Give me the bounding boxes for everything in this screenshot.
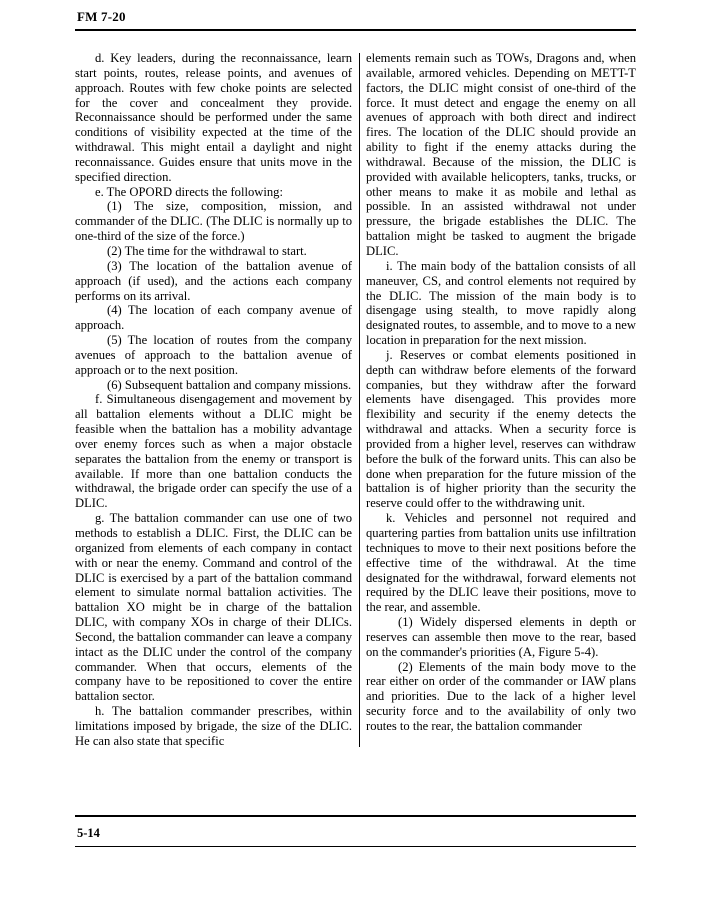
paragraph-i: i. The main body of the battalion consists of all maneuver, CS, and control elements not required by the DLIC. The mission of the main body is to disengage using stealth, to move rapidly along designated routes, to assemble, and to move to a new location in preparation for the next mission.	[366, 258, 636, 348]
page-header	[75, 8, 636, 31]
paragraph-d: d. Key leaders, during the reconnaissance, learn start points, routes, release points, and avenues of approach. Routes with few choke points are selected for the cover and concealment they provide. Reconnaissance should be performed under the same conditions of visibility expected at the time of the withdrawal. This might entail a daylight and night reconnaissance. Guides ensure that units move in the specified direction.	[75, 51, 352, 184]
page-footer	[75, 815, 636, 847]
subparagraph-e4: (4) The location of each company avenue of approach.	[75, 303, 352, 333]
page-number: 5-14	[77, 825, 100, 840]
footer-rule-top	[75, 815, 636, 817]
subparagraph-e3: (3) The location of the battalion avenue of approach (if used), and the actions each company performs on its arrival.	[75, 258, 352, 303]
paragraph-g: g. The battalion commander can use one of two methods to establish a DLIC. First, the DLIC can be organized from elements of each company in contact with or near the enemy. Command and control of the DLIC is exercised by a part of the battalion command element to simulate normal battalion activities. The battalion XO might be in charge of the battalion DLIC, with company XOs in charge of their DLICs. Second, the battalion commander can leave a company intact as the DLIC under the control of the company commander. When that occurs, elements of the company have to be repositioned to cover the entire battalion sector.	[75, 511, 352, 704]
paragraph-k: k. Vehicles and personnel not required and quartering parties from battalion units use infiltration techniques to move to their next positions before the effective time of the withdrawal. At the time designated for the withdrawal, forward elements not required by the DLIC leave their positions, move to the rear, and assemble.	[366, 511, 636, 615]
paragraph-j: j. Reserves or combat elements positioned in depth can withdraw before elements of the forward companies, but they withdraw after the forward elements have disengaged. This provides more flexibility and security if the enemy detects the withdrawal and attacks. When a security force is provided from a higher level, reserves can withdraw before the bulk of the forward units. This can also be done when preparation for the future mission of the battalion is of higher priority than the security the reserve could offer to the withdrawing unit.	[366, 347, 636, 511]
text-columns	[75, 51, 636, 749]
subparagraph-e2: (2) The time for the withdrawal to start.	[107, 243, 307, 258]
subparagraph-e1: (1) The size, composition, mission, and commander of the DLIC. (The DLIC is normally up to one-third of the size of the force.)	[75, 199, 352, 244]
subparagraph-k2: (2) Elements of the main body move to the rear either on order of the commander or IAW plans and priorities. Due to the lack of a higher level security force and to the availability of only two routes to the rear, the battalion commander	[366, 659, 636, 733]
paragraph-e: e. The OPORD directs the following:	[95, 184, 283, 199]
footer-rule-bottom	[75, 846, 636, 847]
paragraph-f: f. Simultaneous disengagement and movement by all battalion elements without a DLIC might be feasible when the battalion has a mobility advantage over enemy forces such as when a major obstacle separates the battalion from the enemy or transport is available. If more than one battalion conducts the withdrawal, the brigade order can specify the use of a DLIC.	[75, 392, 352, 511]
header-rule	[75, 29, 636, 31]
page-content	[75, 8, 636, 749]
column-divider	[359, 53, 360, 747]
left-column	[75, 51, 352, 749]
manual-number: FM 7-20	[77, 9, 126, 24]
subparagraph-k1: (1) Widely dispersed elements in depth or reserves can assemble then move to the rear, based on the commander's priorities (A, Figure 5-4).	[366, 615, 636, 659]
right-column	[366, 51, 636, 749]
subparagraph-e6: (6) Subsequent battalion and company missions.	[107, 377, 352, 392]
paragraph-h: h. The battalion commander prescribes, within limitations imposed by brigade, the size of the DLIC. He can also state that specific	[75, 704, 352, 748]
subparagraph-e5: (5) The location of routes from the company avenues of approach to the battalion avenue of approach or to the next position.	[75, 333, 352, 377]
paragraph-h-continued: elements remain such as TOWs, Dragons and, when available, armored vehicles. Depending on METT-T factors, the DLIC might consist of one-third of the force. It must detect and engage the enemy on all avenues of approach with both direct and indirect fires. The location of the DLIC should provide an ability to fight if the enemy attacks during the withdrawal. Because of the mission, the DLIC is provided with available helicopters, tanks, trucks, or other means to make it as mobile and lethal as possible. In an assisted withdrawal not under pressure, the brigade establishes the DLIC. The battalion might be tasked to augment the brigade DLIC.	[366, 51, 636, 258]
